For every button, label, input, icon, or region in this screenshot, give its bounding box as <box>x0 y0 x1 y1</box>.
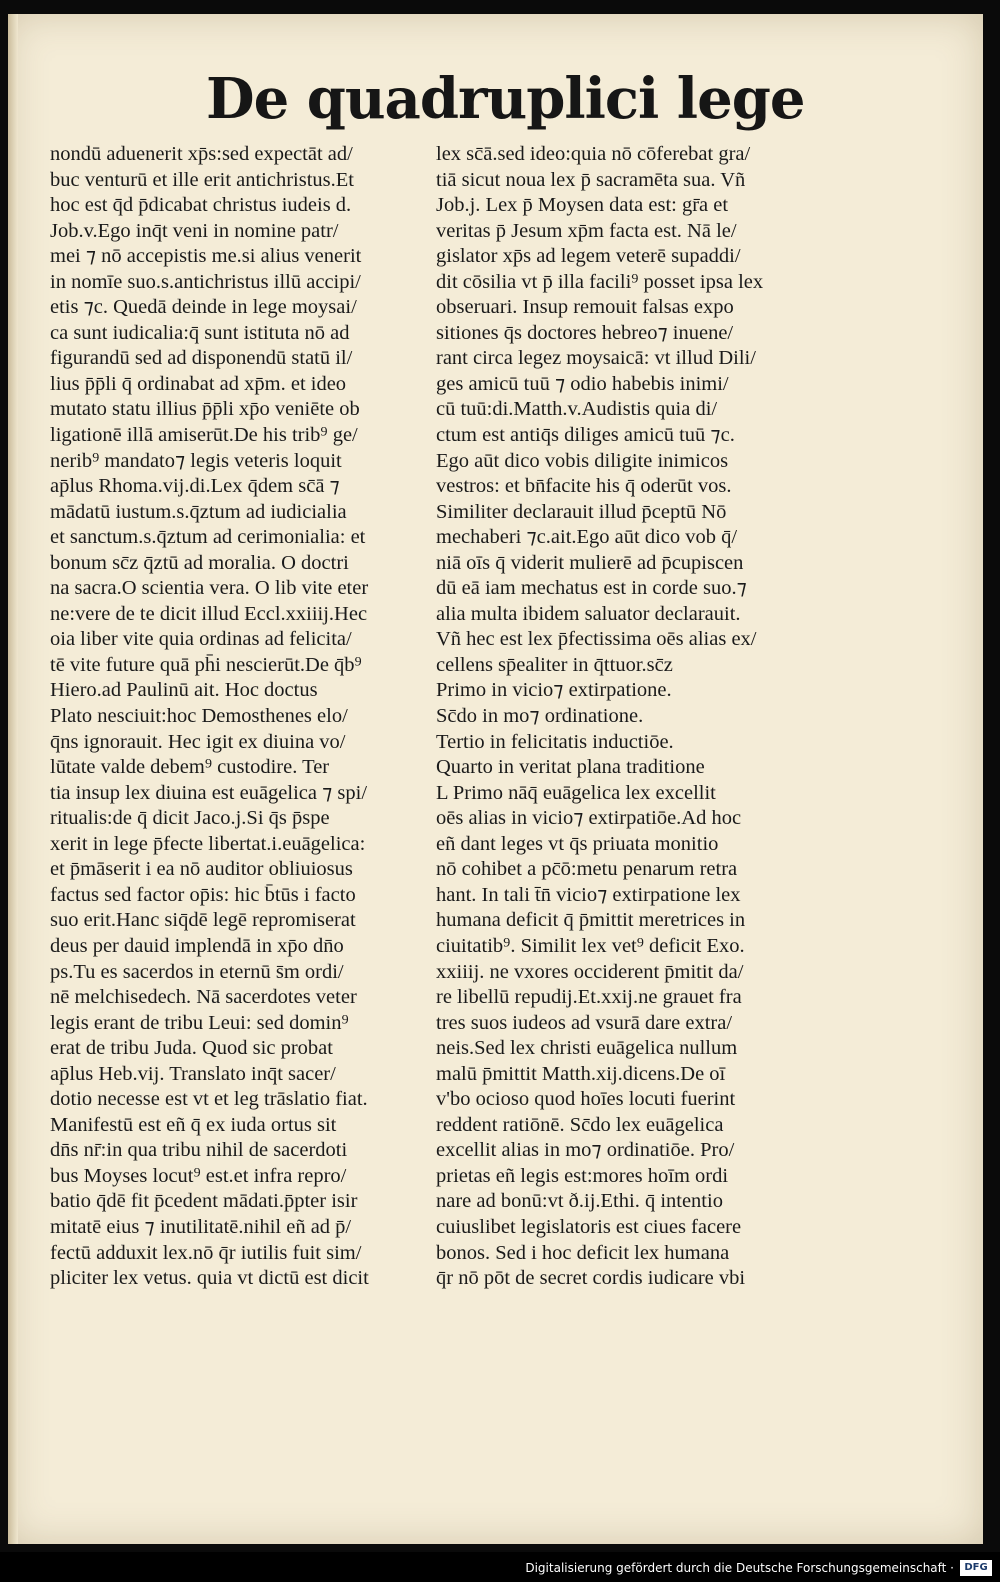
text-line: mei ⁊ nō accepistis me.si alius venerit <box>50 245 362 268</box>
text-line: in nomīe suo.s.antichristus illū accipi/ <box>50 270 361 293</box>
text-line: re libellū repudij.Et.xxij.ne grauet fra <box>436 986 742 1009</box>
text-line: L Primo nāq̄ euāgelica lex excellit <box>436 781 716 804</box>
text-line: Primo in vicio⁊ extirpatione. <box>436 679 672 702</box>
text-line: niā oīs q̄ viderit mulierē ad p̄cupiscen <box>436 551 744 574</box>
text-line: malū p̄mittit Matth.xij.dicens.De oī <box>436 1062 726 1085</box>
text-line: Job.v.Ego inq̄t veni in nomine patr/ <box>50 219 339 242</box>
text-line: dn̄s nr̄:in qua tribu nihil de sacerdoti <box>50 1139 348 1162</box>
book-page <box>8 14 983 1544</box>
text-line: Ego aūt dico vobis diligite inimicos <box>436 449 729 472</box>
text-line: buc venturū et ille erit antichristus.Et <box>50 168 354 191</box>
text-line: etis ⁊c. Quedā deinde in lege moysai/ <box>50 296 357 319</box>
text-line: factus sed factor op̄is: hic b̄tūs i facto <box>50 883 356 906</box>
text-line: rant circa legez moysaicā: vt illud Dili/ <box>436 347 756 370</box>
text-line: lex sc̄ā.sed ideo:quia nō cōferebat gra/ <box>436 143 751 165</box>
text-line: erat de tribu Juda. Quod sic probat <box>50 1037 333 1060</box>
text-line: legis erant de tribu Leui: sed domin⁹ <box>50 1011 349 1034</box>
text-line: vestros: et bn̄facite his q̄ oderūt vos. <box>436 475 732 498</box>
text-line: nō cohibet a pc̄ō:metu penarum retra <box>436 858 738 881</box>
text-line: reddent ratiōnē. Sc̄do lex euāgelica <box>436 1113 724 1136</box>
text-line: q̄r nō pōt de secret cordis iudicare vbi <box>436 1267 746 1290</box>
text-line: deus per dauid implendā in xp̄o dn̄o <box>50 934 344 957</box>
text-line: Hiero.ad Paulinū ait. Hoc doctus <box>50 679 318 702</box>
left-text-column <box>50 142 422 1292</box>
text-line: sitiones q̄s doctores hebreo⁊ inuene/ <box>436 321 734 344</box>
text-line: oia liber vite quia ordinas ad felicita/ <box>50 628 352 651</box>
text-line: ne:vere de te dicit illud Eccl.xxiiij.Hec <box>50 602 368 625</box>
text-line: prietas eñ legis est:mores hoīm ordi <box>436 1164 729 1187</box>
text-line: et sanctum.s.q̄ztum ad cerimonialia: et <box>50 526 366 549</box>
text-line: Sc̄do in mo⁊ ordinatione. <box>436 705 644 728</box>
text-line: dotio necesse est vt et leg trāslatio fiat. <box>50 1088 368 1111</box>
text-line: tē vite future quā ph̄i nescierūt.De q̄b⁹ <box>50 653 362 676</box>
text-line: nondū aduenerit xp̄s:sed expectāt ad/ <box>50 143 353 165</box>
text-line: tiā sicut noua lex p̄ sacramēta sua. Vñ <box>436 168 746 191</box>
text-line: figurandū sed ad disponendū statū il/ <box>50 347 353 370</box>
text-line: suo erit.Hanc siq̄dē legē repromiserat <box>50 909 356 932</box>
text-line: ca sunt iudicalia:q̄ sunt istituta nō ad <box>50 321 350 344</box>
text-line: tia insup lex diuina est euāgelica ⁊ spi/ <box>50 781 368 804</box>
text-line: ps.Tu es sacerdos in eternū s̄m ordi/ <box>50 960 344 983</box>
text-line: hant. In tali t̄n̄ vicio⁊ extirpatione lex <box>436 883 741 906</box>
text-line: na sacra.O scientia vera. O lib vite eter <box>50 577 369 600</box>
text-line: nē melchisedech. Nā sacerdotes veter <box>50 986 357 1009</box>
text-line: mutato statu illius p̄p̄li xp̄o veniēte ob <box>50 398 360 421</box>
text-line: neis.Sed lex christi euāgelica nullum <box>436 1037 738 1060</box>
text-line: cū tuū:di.Matth.v.Audistis quia di/ <box>436 398 718 421</box>
page-gutter <box>8 14 18 1544</box>
text-line: veritas p̄ Jesum xp̄m facta est. Nā le/ <box>436 219 737 242</box>
dfg-logo: DFG <box>960 1560 992 1576</box>
right-text-column <box>436 142 831 1292</box>
text-line: Vñ hec est lex p̄fectissima oēs alias ex/ <box>436 628 757 651</box>
text-line: hoc est q̄d p̄dicabat christus iudeis d. <box>50 194 352 217</box>
text-line: oēs alias in vicio⁊ extirpatiōe.Ad hoc <box>436 807 742 830</box>
text-line: batio q̄dē fit p̄cedent mādati.p̄pter isir <box>50 1190 358 1213</box>
text-line: gislator xp̄s ad legem veterē supaddi/ <box>436 245 741 268</box>
text-line: pliciter lex vetus. quia vt dictū est dicit <box>50 1267 369 1290</box>
text-line: dit cōsilia vt p̄ illa facili⁹ posset ipsa lex <box>436 270 764 293</box>
text-line: lūtate valde debem⁹ custodire. Ter <box>50 756 330 779</box>
text-line: alia multa ibidem saluator declarauit. <box>436 602 741 625</box>
text-line: mechaberi ⁊c.ait.Ego aūt dico vob q̄/ <box>436 526 738 549</box>
text-line: dū eā iam mechatus est in corde suo.⁊ <box>436 577 747 600</box>
text-line: xerit in lege p̄fecte libertat.i.euāgelica: <box>50 832 366 855</box>
text-line: cuiuslibet legislatoris est ciues facere <box>436 1215 742 1238</box>
text-line: ges amicū tuū ⁊ odio habebis inimi/ <box>436 372 729 395</box>
text-line: Similiter declarauit illud p̄ceptū Nō <box>436 500 727 523</box>
text-line: mitatē eius ⁊ inutilitatē.nihil eñ ad p̄/ <box>50 1215 352 1238</box>
text-line: ap̄lus Rhoma.vij.di.Lex q̄dem sc̄ā ⁊ <box>50 475 340 498</box>
footer-bar <box>0 1552 1000 1582</box>
text-line: Quarto in veritat plana traditione <box>436 756 705 779</box>
text-line: xxiiij. ne vxores occiderent p̄mitit da/ <box>436 960 744 983</box>
text-line: humana deficit q̄ p̄mittit meretrices in <box>436 909 746 932</box>
text-line: bonum sc̄z q̄ztū ad moralia. O doctri <box>50 551 349 574</box>
text-line: bus Moyses locut⁹ est.et infra repro/ <box>50 1164 347 1187</box>
text-line: ritualis:de q̄ dicit Jaco.j.Si q̄s p̄spe <box>50 807 330 830</box>
text-line: bonos. Sed i hoc deficit lex humana <box>436 1241 730 1264</box>
text-line: fectū adduxit lex.nō q̄r iutilis fuit sim/ <box>50 1241 362 1264</box>
text-line: lius p̄p̄li q̄ ordinabat ad xp̄m. et ideo <box>50 372 347 395</box>
text-line: Tertio in felicitatis inductiōe. <box>436 730 674 753</box>
text-line: cellens sp̄ealiter in q̄ttuor.sc̄z <box>436 653 673 676</box>
text-line: ligationē illā amiserūt.De his trib⁹ ge/ <box>50 424 358 447</box>
text-line: ctum est antiq̄s diliges amicū tuū ⁊c. <box>436 424 735 447</box>
text-line: eñ dant leges vt q̄s priuata monitio <box>436 832 719 855</box>
text-line: nerib⁹ mandato⁊ legis veteris loquit <box>50 449 342 472</box>
text-line: Job.j. Lex p̄ Moysen data est: gr̄a et <box>436 194 729 217</box>
text-line: v'bo ocioso quod hoīes locuti fuerint <box>436 1088 736 1111</box>
page-title: De quadruplici lege <box>206 66 805 132</box>
text-line: mādatū iustum.s.q̄ztum ad iudicialia <box>50 500 347 523</box>
text-line: nare ad bonū:vt ð.ij.Ethi. q̄ intentio <box>436 1190 723 1213</box>
text-line: et p̄māserit i ea nō auditor obliuiosus <box>50 858 353 881</box>
text-line: tres suos iudeos ad vsurā dare extra/ <box>436 1011 733 1034</box>
text-line: Manifestū est eñ q̄ ex iuda ortus sit <box>50 1113 337 1136</box>
text-line: obseruari. Insup remouit falsas expo <box>436 296 734 319</box>
text-line: Plato nesciuit:hoc Demosthenes elo/ <box>50 705 348 728</box>
text-line: ciuitatib⁹. Similit lex vet⁹ deficit Exo. <box>436 934 745 957</box>
text-line: q̄ns ignorauit. Hec igit ex diuina vo/ <box>50 730 346 753</box>
text-line: excellit alias in mo⁊ ordinatiōe. Pro/ <box>436 1139 735 1162</box>
text-line: ap̄lus Heb.vij. Translato inq̄t sacer/ <box>50 1062 336 1085</box>
digitization-credit: Digitalisierung gefördert durch die Deutsche Forschungsgemeinschaft · <box>525 1561 954 1575</box>
